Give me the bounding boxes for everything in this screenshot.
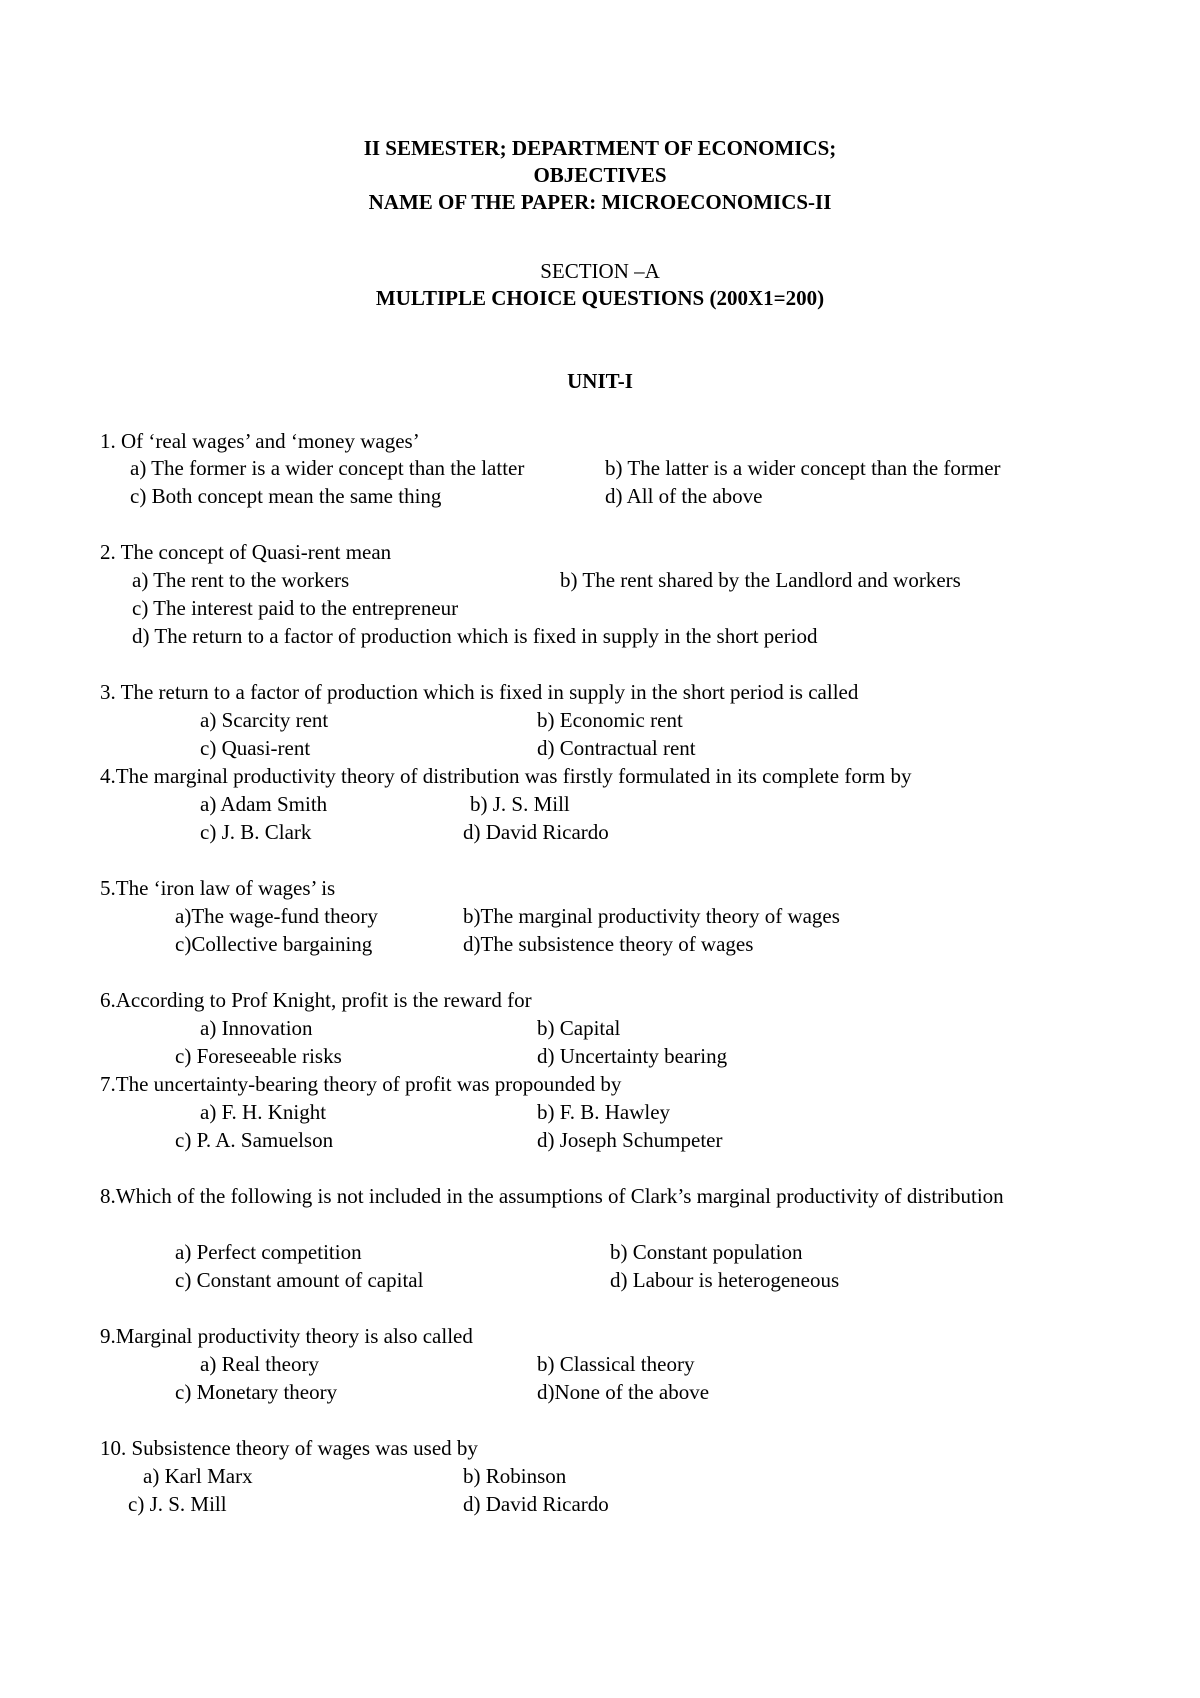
q2-option-a: a) The rent to the workers bbox=[132, 568, 350, 592]
unit-heading: UNIT-I bbox=[567, 369, 633, 393]
q2-option-b: b) The rent shared by the Landlord and workers bbox=[560, 568, 961, 592]
question-10: 10. Subsistence theory of wages was used by bbox=[100, 1436, 478, 1460]
q7-option-c: c) P. A. Samuelson bbox=[175, 1128, 334, 1152]
q3-option-b: b) Economic rent bbox=[537, 708, 683, 732]
q1-option-c: c) Both concept mean the same thing bbox=[130, 484, 442, 508]
q5-option-b: b)The marginal productivity theory of wages bbox=[463, 904, 840, 928]
mcq-heading: MULTIPLE CHOICE QUESTIONS (200X1=200) bbox=[375, 286, 825, 310]
q8-option-c: c) Constant amount of capital bbox=[175, 1268, 424, 1292]
q4-option-d: d) David Ricardo bbox=[463, 820, 609, 844]
q3-option-c: c) Quasi-rent bbox=[200, 736, 311, 760]
question-8: 8.Which of the following is not included in the assumptions of Clark’s marginal productivity of distribution bbox=[100, 1184, 1004, 1208]
q8-option-a: a) Perfect competition bbox=[175, 1240, 362, 1264]
q10-option-b: b) Robinson bbox=[463, 1464, 567, 1488]
question-2: 2. The concept of Quasi-rent mean bbox=[100, 540, 392, 564]
q9-option-b: b) Classical theory bbox=[537, 1352, 695, 1376]
header-semester-line: II SEMESTER; DEPARTMENT OF ECONOMICS; bbox=[363, 136, 837, 160]
section-heading: SECTION –A bbox=[540, 259, 660, 283]
question-7: 7.The uncertainty-bearing theory of profit was propounded by bbox=[100, 1072, 622, 1096]
q7-option-a: a) F. H. Knight bbox=[200, 1100, 327, 1124]
q4-option-c: c) J. B. Clark bbox=[200, 820, 312, 844]
q9-option-a: a) Real theory bbox=[200, 1352, 319, 1376]
question-4: 4.The marginal productivity theory of distribution was firstly formulated in its complete form by bbox=[100, 764, 912, 788]
q9-option-d: d)None of the above bbox=[537, 1380, 710, 1404]
q6-option-d: d) Uncertainty bearing bbox=[537, 1044, 728, 1068]
question-9: 9.Marginal productivity theory is also called bbox=[100, 1324, 473, 1348]
q10-option-a: a) Karl Marx bbox=[143, 1464, 253, 1488]
question-1: 1. Of ‘real wages’ and ‘money wages’ bbox=[100, 429, 420, 453]
q8-option-d: d) Labour is heterogeneous bbox=[610, 1268, 840, 1292]
q1-option-a: a) The former is a wider concept than the latter bbox=[130, 456, 525, 480]
q3-option-d: d) Contractual rent bbox=[537, 736, 696, 760]
q2-option-d: d) The return to a factor of production which is fixed in supply in the short period bbox=[132, 624, 818, 648]
q5-option-c: c)Collective bargaining bbox=[175, 932, 373, 956]
q6-option-b: b) Capital bbox=[537, 1016, 621, 1040]
q7-option-b: b) F. B. Hawley bbox=[537, 1100, 671, 1124]
q5-option-d: d)The subsistence theory of wages bbox=[463, 932, 754, 956]
q10-option-d: d) David Ricardo bbox=[463, 1492, 609, 1516]
q6-option-c: c) Foreseeable risks bbox=[175, 1044, 342, 1068]
q4-option-a: a) Adam Smith bbox=[200, 792, 328, 816]
q1-option-d: d) All of the above bbox=[605, 484, 763, 508]
question-3: 3. The return to a factor of production which is fixed in supply in the short period is called bbox=[100, 680, 859, 704]
q2-option-c: c) The interest paid to the entrepreneur bbox=[132, 596, 459, 620]
q5-option-a: a)The wage-fund theory bbox=[175, 904, 378, 928]
q4-option-b: b) J. S. Mill bbox=[470, 792, 570, 816]
q7-option-d: d) Joseph Schumpeter bbox=[537, 1128, 723, 1152]
question-5: 5.The ‘iron law of wages’ is bbox=[100, 876, 336, 900]
q10-option-c: c) J. S. Mill bbox=[128, 1492, 227, 1516]
q1-option-b: b) The latter is a wider concept than the former bbox=[605, 456, 1001, 480]
q9-option-c: c) Monetary theory bbox=[175, 1380, 338, 1404]
q3-option-a: a) Scarcity rent bbox=[200, 708, 329, 732]
header-objectives: OBJECTIVES bbox=[533, 163, 667, 187]
header-paper-name: NAME OF THE PAPER: MICROECONOMICS-II bbox=[368, 190, 832, 214]
question-6: 6.According to Prof Knight, profit is the reward for bbox=[100, 988, 532, 1012]
q8-option-b: b) Constant population bbox=[610, 1240, 803, 1264]
q6-option-a: a) Innovation bbox=[200, 1016, 313, 1040]
